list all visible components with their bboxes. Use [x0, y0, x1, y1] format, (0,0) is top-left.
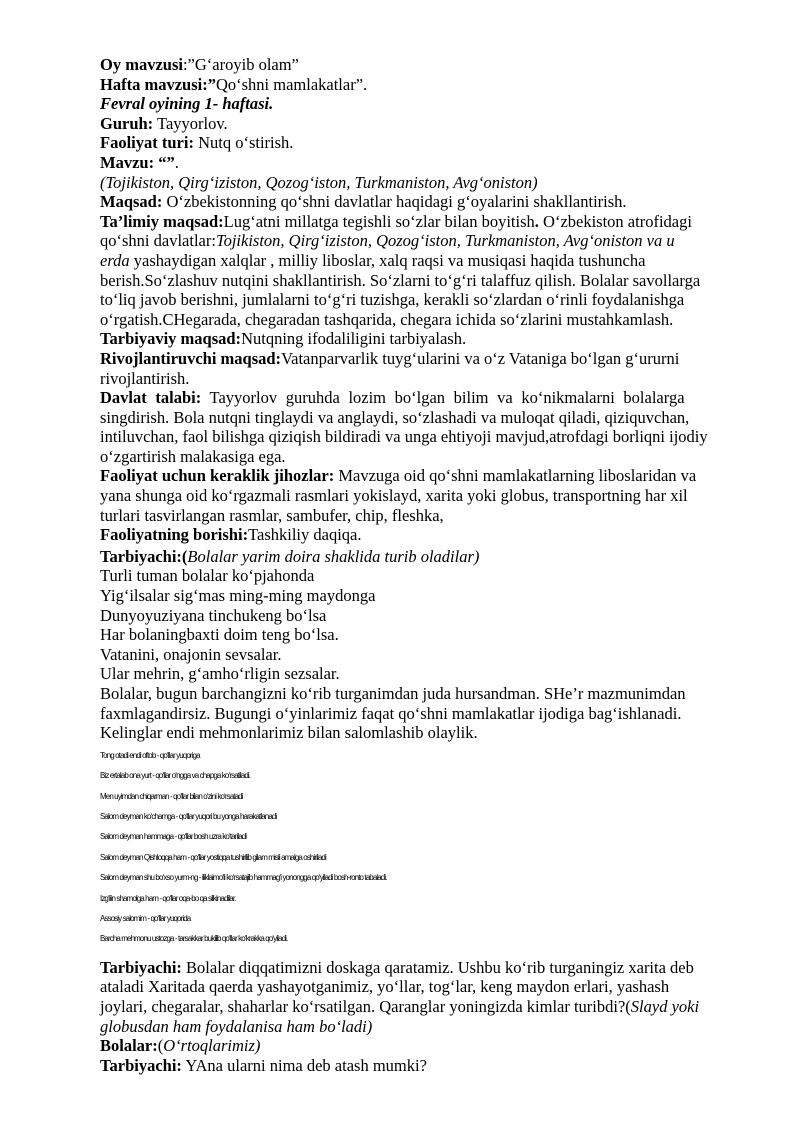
talimiy-paragraph: Ta’limiy maqsad:Lug‘atni millatga tegishli so‘zlar bilan boyitish. O‘zbekiston atrofidagi qo‘shni davlatlar:Tojikiston, Qirg‘iziston, Qozog‘iston, Turkmaniston, Avg‘oniston va u erda yashaydigan xalqlar , milliy liboslar, xalq raqsi va musiqasi haqida tushuncha berish.So‘zlashuv nutqini shakllantirish. So‘zlarni to‘g‘ri talaffuz qilish. Bolalar savollarga to‘liq javob berishni, jumlalarni to‘g‘ri tuzishga, kerakli so‘zlardan o‘rinli foydalanishga o‘rgatish.CHegarada, chegaradan tashqarida, chegara ichida so‘zlarini mustahkamlash. [100, 211, 701, 329]
guruh-value: Tayyorlov. [153, 113, 228, 133]
guruh-line [100, 114, 745, 134]
tarbiyachi-label: Tarbiyachi: [100, 957, 182, 977]
tarbiyachi-label: Tarbiyachi:( [100, 546, 188, 566]
greeting-line: Biz ertalab ona yurt - qo‘llar o‘ngga va chapga ko‘rsatiladi. [100, 771, 251, 781]
mavzu-label: Mavzu: “” [100, 152, 175, 172]
fevral-text: Fevral oyining 1- haftasi. [100, 94, 274, 114]
tarbiyachi-intro-line: Tarbiyachi:(Bolalar yarim doira shaklida turib oladilar) [100, 546, 480, 566]
borishi-label: Faoliyatning borishi: [100, 525, 249, 545]
greeting-line: Men uyimdan chiqarman - qo‘llar bilan o‘zini ko‘rsatadi [100, 791, 243, 801]
rivojlantiruvchi-label: Rivojlantiruvchi maqsad: [100, 348, 282, 368]
poem-line: Vatanini, onajonin sevsalar. [100, 644, 282, 664]
davlat-talabi-label: Davlat talabi: [100, 388, 202, 408]
greeting-line: Salom deyman ko‘chamga - qo‘llar yuqori bu yonga harakatlanadi [100, 812, 277, 821]
faoliyat-turi-label: Faoliyat turi: [100, 133, 194, 153]
greetings-list [100, 746, 745, 950]
fevral-line [100, 94, 745, 114]
countries-line [100, 173, 745, 193]
borishi-line: Faoliyatning borishi:Tashkiliy daqiqa. [100, 525, 362, 545]
poem-line: Ular mehrin, g‘amho‘rligin sezsalar. [100, 664, 340, 684]
hafta-mavzusi-line [100, 75, 745, 95]
bolalar-label: Bolalar: [100, 1036, 158, 1056]
tarbiyaviy-line: Tarbiyaviy maqsad:Nutqning ifodaliligini tarbiyalash. [100, 329, 467, 349]
tarbiyachi-label: Tarbiyachi: [100, 1055, 182, 1075]
poem-line: Yig‘ilsalar sig‘mas ming-ming maydonga [100, 586, 376, 606]
oy-mavzusi-value: :”G‘aroyib olam” [182, 55, 299, 74]
oy-mavzusi-label: Oy mavzusi [100, 55, 183, 74]
tarbiyachi-question-line: Tarbiyachi: YAna ularni nima deb atash mumki? [100, 1055, 427, 1075]
jihozlar-paragraph: Faoliyat uchun keraklik jihozlar: Mavzuga oid qo‘shni mamlakatlarning liboslaridan va yana shunga oid ko‘rgazmali rasmlari yokislayd, xarita yoki globus, transportning har xil turlari tasvirlangan rasmlar, sambufer, chip, fleshka, [100, 466, 697, 525]
bolalar-line: Bolalar:(O‘rtoqlarimiz) [100, 1036, 261, 1056]
guruh-label: Guruh: [100, 113, 154, 133]
faoliyat-turi-line [100, 133, 745, 153]
talimiy-label: Ta’limiy maqsad: [100, 211, 224, 231]
maqsad-label: Maqsad: [100, 192, 163, 212]
greeting-line: Tong otadi endi oftob - qo‘llar yuqoriga [100, 750, 200, 760]
maqsad-text: O‘zbekistonning qo‘shni davlatlar haqidagi g‘oyalarini shakllantirish. [162, 192, 627, 212]
oy-mavzusi-line [100, 55, 745, 75]
tarbiyaviy-label: Tarbiyaviy maqsad: [100, 329, 242, 349]
maqsad-line [100, 192, 745, 212]
tarbiyachi-map-paragraph: Tarbiyachi: Bolalar diqqatimizni doskaga qaratamiz. Ushbu ko‘rib turganingiz xarita deb ataladi Xaritada qaerda yashayotganimiz, yo‘llar, tog‘lar, keng maydon erlari, yashash joylari, chegaralar, shaharlar ko‘rsatilgan. Qaranglar yoningizda kimlar turibdi?(Slayd yoki globusdan ham foydalanisa ham bo‘ladi) [100, 957, 700, 1036]
jihozlar-label: Faoliyat uchun keraklik jihozlar: [100, 466, 335, 486]
intro-paragraph: Bolalar, bugun barchangizni ko‘rib turganimdan juda hursandman. SHe’r mazmunimdan faxmlagandirsiz. Bugungi o‘yinlarimiz faqat qo‘shni mamlakatlar ijodiga bag‘ishlanadi. Kelinglar endi mehmonlarimiz bilan salomlashib olaylik. [100, 684, 686, 743]
hafta-mavzusi-label: Hafta mavzusi:” [100, 74, 216, 94]
poem-line: Turli tuman bolalar ko‘pjahonda [100, 566, 315, 586]
greeting-line: Assosiy salomim - qo‘llar yuqorida [100, 914, 191, 924]
faoliyat-turi-value: Nutq o‘stirish. [193, 133, 294, 153]
poem-line: Dunyoyuziyana tinchukeng bo‘lsa [100, 605, 327, 625]
greeting-line: Salom deyman Qishloqqa ham - qo‘llar yostiqqa tushirilib gilam misli amalga oshiriladi [100, 852, 326, 862]
greeting-line: Salom deyman hammaga - qo‘llar bosh uzra ko‘tariladi [100, 832, 247, 842]
davlat-talabi-paragraph: Davlat talabi: Tayyorlov guruhda lozim bo‘lgan bilim va ko‘nikmalarni bolalarga singdirish. Bola nutqni tinglaydi va anglaydi, so‘zlashadi va muloqat qiladi, qiziquvchan, intiluvchan, faol bilishga qiziqish bildiradi va unga ehtiyoji mavjud,atrofdagi borliqni ijodiy o‘zgartirish malakasiga ega. [100, 388, 708, 466]
poem [100, 566, 745, 684]
greeting-line: Barcha mehmonu ustozga - tarsakkar bukilib qo‘llar ko‘krakka qo‘yiladi. [100, 934, 288, 944]
rivojlantiruvchi-paragraph: Rivojlantiruvchi maqsad:Vatanparvarlik tuyg‘ularini va o‘z Vataniga bo‘lgan g‘ururni rivojlantirish. [100, 348, 680, 388]
mavzu-dot: . [174, 152, 179, 172]
poem-line: Har bolaningbaxti doim teng bo‘lsa. [100, 625, 339, 645]
document-page [100, 55, 745, 1075]
mavzu-line [100, 153, 745, 173]
countries-text: (Tojikiston, Qirg‘iziston, Qozog‘iston, Turkmaniston, Avg‘oniston) [100, 172, 538, 192]
hafta-mavzusi-value: Qo‘shni mamlakatlar”. [215, 74, 368, 94]
greeting-line: Salom deyman shu bo‘xso yurm-ng - iliklaimo‘li ko‘rsatajib hammag‘i yonongga qo‘yiladi bosh-ronto tabaladi. [100, 873, 387, 883]
greeting-line: Izg‘iiin shamolga ham - qo‘llar oqa-bo qa silkinadilar. [100, 893, 236, 903]
